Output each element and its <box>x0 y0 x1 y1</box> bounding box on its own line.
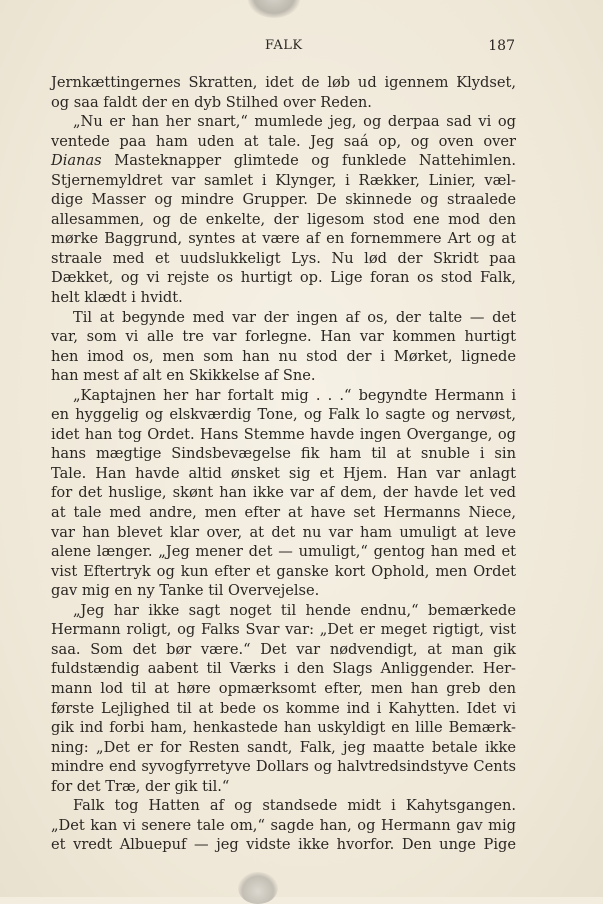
running-title: FALK <box>265 38 303 53</box>
text-line: hen imod os, men som han nu stod der i Mørket, lignede <box>51 347 516 365</box>
text-line: var han blevet klar over, at det nu var ham umuligt at leve <box>51 523 516 541</box>
text-line: for det huslige, skønt han ikke var af dem, der havde let ved <box>51 484 516 502</box>
text-line: alene længer. „Jeg mener det — umuligt,“ gentog han med et <box>51 543 516 561</box>
text-line: Hermann roligt, og Falks Svar var: „Det er meget rigtigt, vist <box>51 621 516 639</box>
text-line: Stjernemyldret var samlet i Klynger, i Rækker, Linier, væl- <box>51 171 516 189</box>
text-line: „Nu er han her snart,“ mumlede jeg, og derpaa sad vi og <box>73 113 516 131</box>
text-line: „Jeg har ikke sagt noget til hende endnu,“ bemærkede <box>73 601 516 619</box>
text-line: Dækket, og vi rejste os hurtigt op. Lige foran os stod Falk, <box>51 269 516 287</box>
body-text <box>51 73 516 855</box>
text-line: Tale. Han havde altid ønsket sig et Hjem. Han var anlagt <box>51 464 516 482</box>
text-line: gik ind forbi ham, henkastede han uskyldigt en lille Bemærk- <box>51 719 516 737</box>
text-line: ventede paa ham uden at tale. Jeg saá op, og oven over <box>51 132 516 150</box>
page-number: 187 <box>488 38 515 54</box>
text-line: Jernkættingernes Skratten, idet de løb ud igennem Klydset, <box>51 74 516 91</box>
text-line: vist Eftertryk og kun efter et ganske kort Ophold, men Ordet <box>51 562 516 580</box>
text-line: et vredt Albuepuf — jeg vidste ikke hvorfor. Den unge Pige <box>51 836 516 854</box>
text-line: idet han tog Ordet. Hans Stemme havde ingen Overgange, og <box>51 425 516 443</box>
binding-mark-bottom <box>238 872 278 904</box>
text-line <box>51 151 516 171</box>
text-line: „Kaptajnen her har fortalt mig . . .“ begyndte Hermann i <box>73 386 516 404</box>
text-line: og saa faldt der en dyb Stilhed over Reden. <box>51 93 372 111</box>
text-line: saa. Som det bør være.“ Det var nødvendigt, at man gik <box>51 640 516 658</box>
text-line: mindre end syvogfyrretyve Dollars og halvtredsindstyve Cents <box>51 758 516 776</box>
italic-ship-name: Dianas <box>51 152 102 170</box>
text-line: Til at begynde med var der ingen af os, der talte — det <box>73 308 516 326</box>
text-line: første Lejlighed til at bede os komme ind i Kahytten. Idet vi <box>51 699 516 717</box>
text-line: hans mægtige Sindsbevægelse fik ham til at snuble i sin <box>51 445 516 463</box>
text-line: for det Træ, der gik til.“ <box>51 777 230 795</box>
line-remainder: Masteknapper glimtede og funklede Nattehimlen. <box>101 152 516 170</box>
text-line: mørke Baggrund, syntes at være af en fornemmere Art og at <box>51 230 516 248</box>
text-line: straale med et uudslukkeligt Lys. Nu lød der Skridt paa <box>51 249 516 267</box>
text-line: fuldstændig aabent til Værks i den Slags Anliggender. Her- <box>51 660 516 678</box>
text-line: ning: „Det er for Resten sandt, Falk, jeg maatte betale ikke <box>51 738 516 756</box>
text-line: allesammen, og de enkelte, der ligesom stod ene mod den <box>51 210 516 228</box>
text-line: han mest af alt en Skikkelse af Sne. <box>51 367 316 385</box>
text-line: en hyggelig og elskværdig Tone, og Falk lo sagte og nervøst, <box>51 406 516 424</box>
binding-mark-top <box>248 0 300 18</box>
text-line: mann lod til at høre opmærksomt efter, men han greb den <box>51 679 516 697</box>
text-line: „Det kan vi senere tale om,“ sagde han, og Hermann gav mig <box>51 816 516 834</box>
text-line: var, som vi alle tre var forlegne. Han var kommen hurtigt <box>51 328 516 346</box>
text-line: helt klædt i hvidt. <box>51 289 183 307</box>
text-line: at tale med andre, men efter at have set Hermanns Niece, <box>51 504 516 522</box>
text-line: gav mig en ny Tanke til Overvejelse. <box>51 582 320 600</box>
running-header <box>0 38 603 60</box>
text-line: dige Masser og mindre Grupper. De skinnede og straalede <box>51 191 516 209</box>
text-line: Falk tog Hatten af og standsede midt i Kahytsgangen. <box>73 797 516 815</box>
